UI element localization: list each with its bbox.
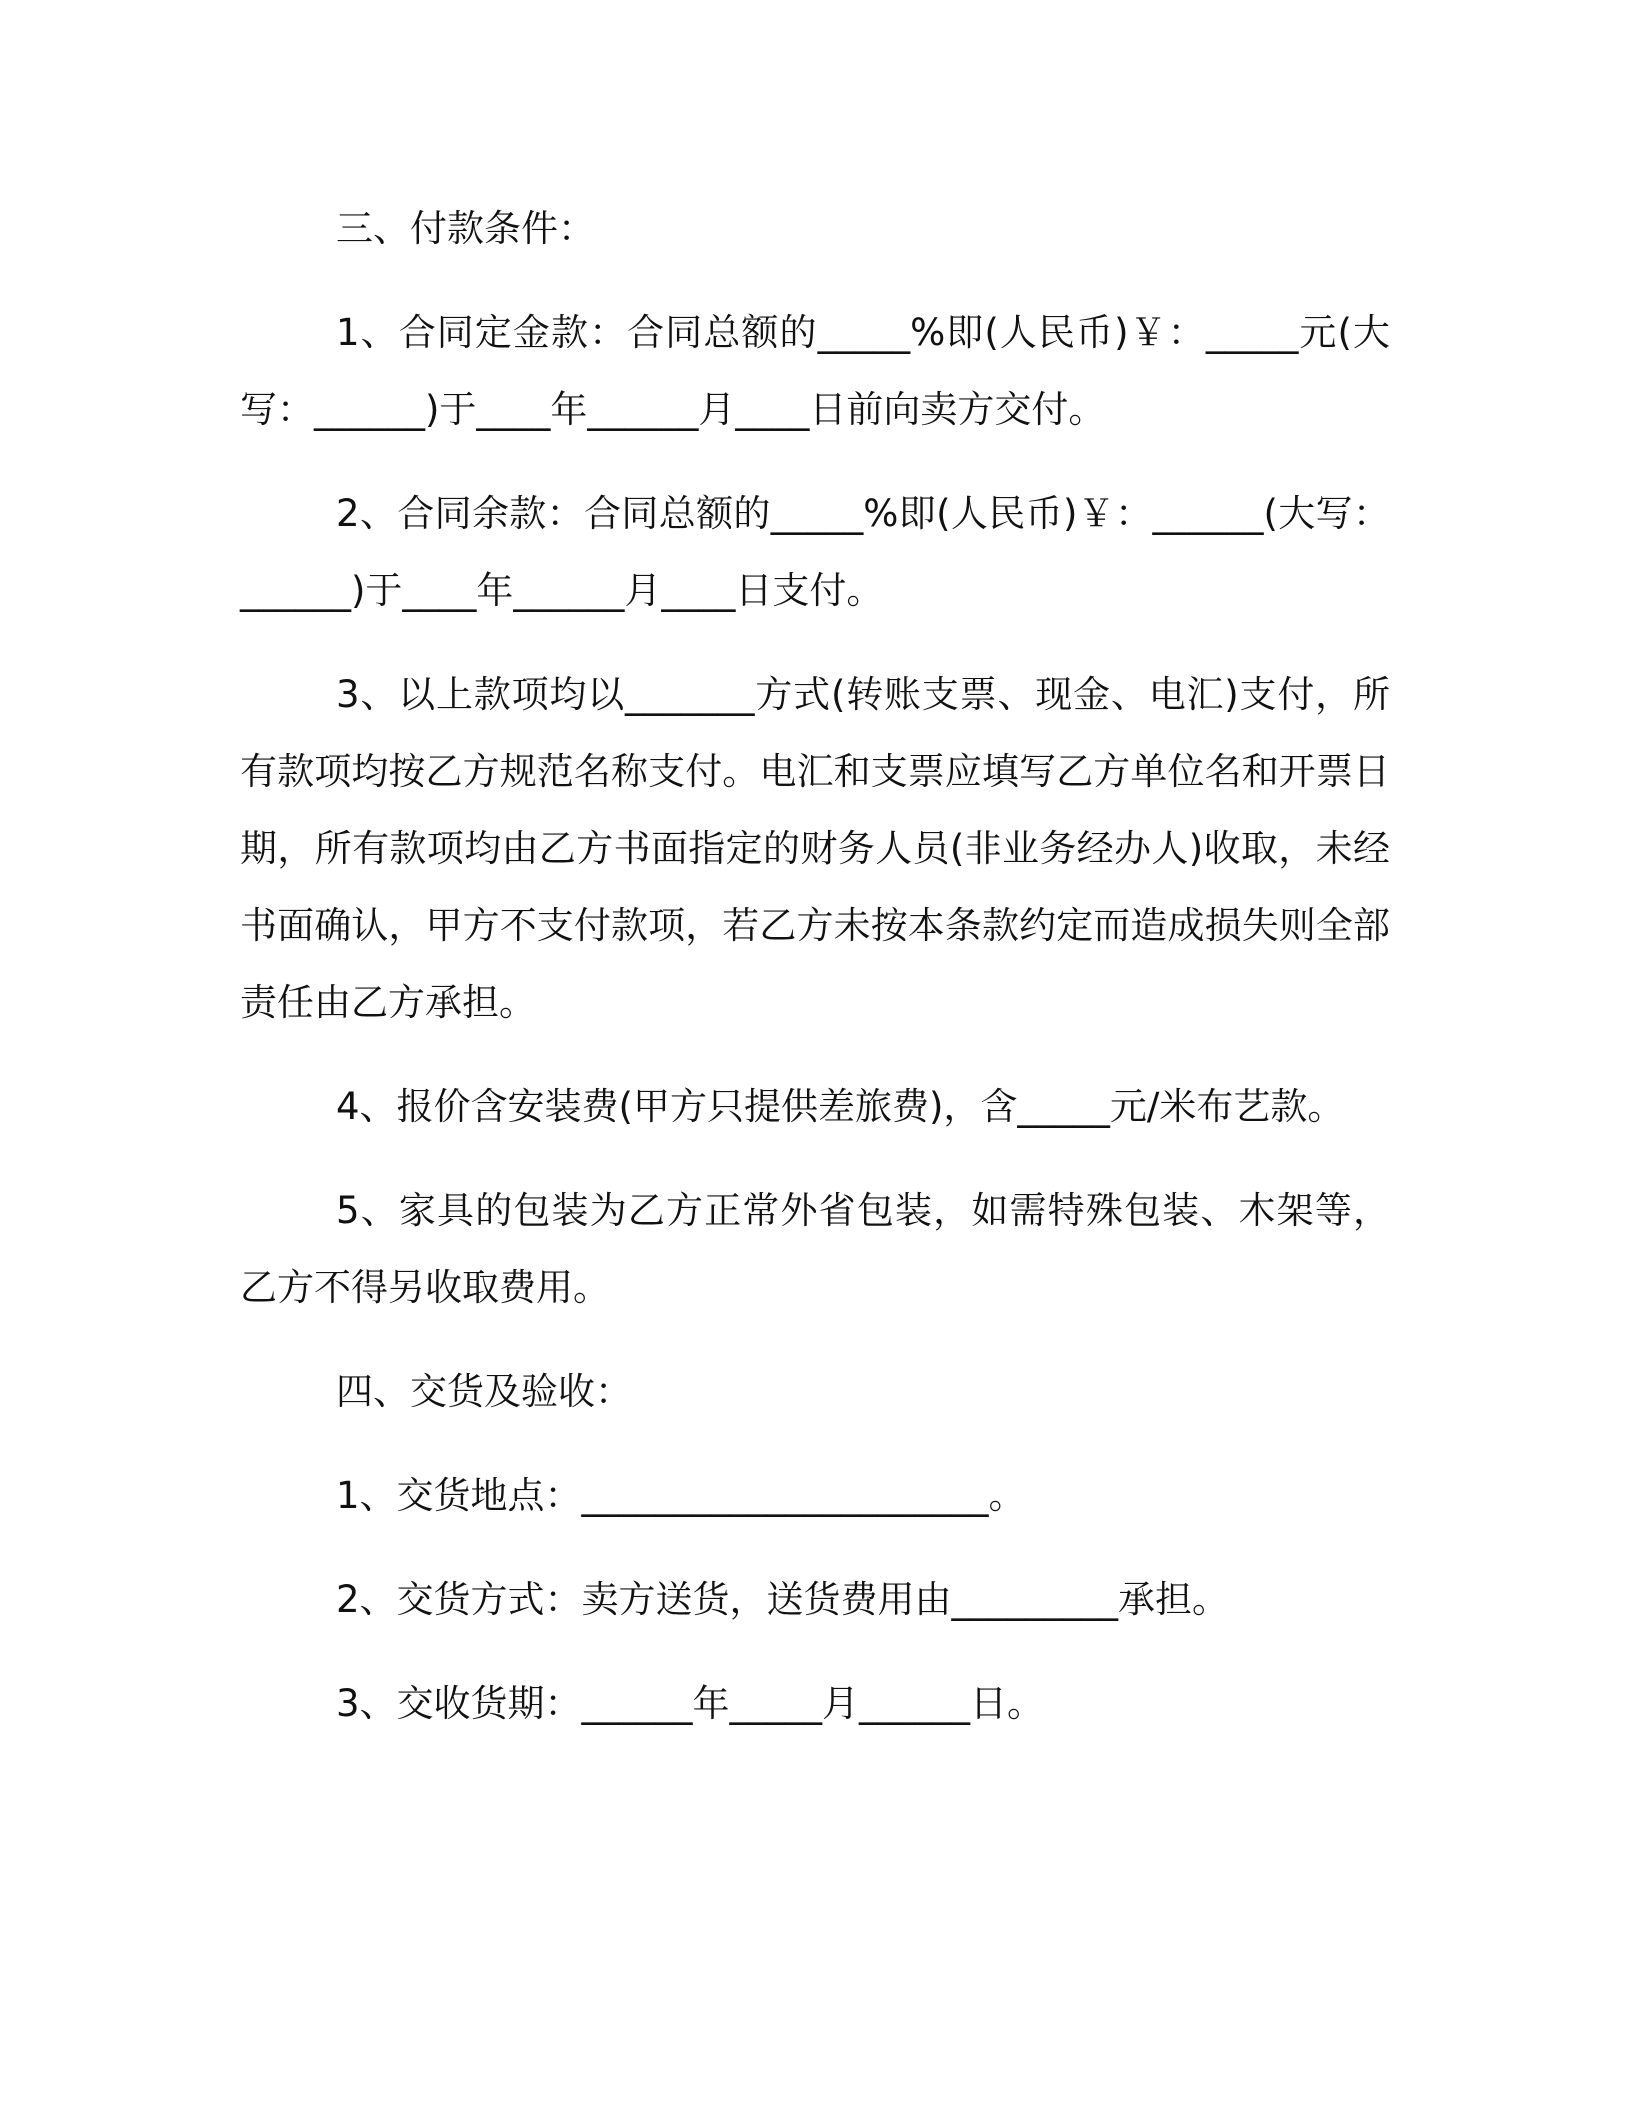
clause-4-1: 1、交货地点：______________________。 — [336, 1474, 1026, 1517]
clause-3-4: 4、报价含安装费(甲方只提供差旅费)，含_____元/米布艺款。 — [336, 1085, 1345, 1128]
clause-4-3: 3、交收货期：______年_____月______日。 — [336, 1682, 1045, 1725]
section-4-heading: 四、交货及验收： — [336, 1370, 632, 1413]
clause-3-5: 5、家具的包装为乙方正常外省包装，如需特殊包装、木架等，乙方不得另收取费用。 — [240, 1189, 1390, 1309]
clause-3-3: 3、以上款项均以_______方式(转账支票、现金、电汇)支付，所有款项均按乙方规范名称支付。电汇和支票应填写乙方单位名和开票日期，所有款项均由乙方书面指定的财务人员(非业务经办人)收取，未经书面确认，甲方不支付款项，若乙方未按本条款约定而造成损失则全部责任由乙方承担。 — [240, 673, 1390, 1024]
clause-3-2: 2、合同余款：合同总额的_____%即(人民币)￥：______(大写：______)于____年______月____日支付。 — [240, 492, 1390, 612]
clause-3-1: 1、合同定金款：合同总额的_____%即(人民币)￥：_____元(大写：______)于____年______月____日前向卖方交付。 — [240, 311, 1390, 431]
section-3-heading: 三、付款条件： — [336, 207, 595, 250]
document-body — [240, 190, 1390, 1769]
clause-4-2: 2、交货方式：卖方送货，送货费用由_________承担。 — [336, 1578, 1230, 1621]
